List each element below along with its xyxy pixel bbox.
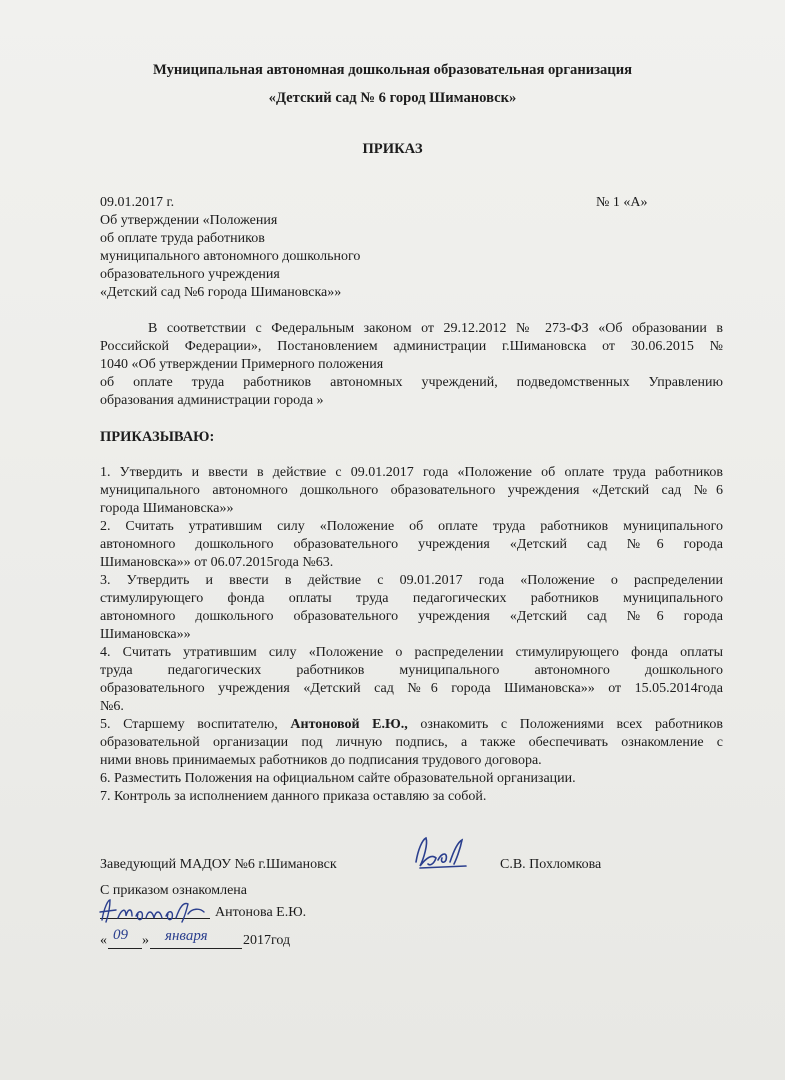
item-5-line: ними вновь принимаемых работников до подписания трудового договора. — [100, 753, 542, 768]
ack-date-day: 09 — [113, 927, 128, 943]
item-3-line: 3. Утвердить и ввести в действие с 09.01.2017 года «Положение о распределении — [100, 573, 723, 588]
org-name-line2: «Детский сад № 6 город Шимановск» — [268, 90, 517, 106]
ack-date-month-line — [150, 948, 242, 949]
order-word: ПРИКАЗЫВАЮ: — [100, 429, 215, 445]
item-2-line: автономного дошкольного образовательного учреждения «Детский сад №6 города — [100, 537, 723, 552]
subject-line: «Детский сад №6 города Шимановска»» — [100, 285, 342, 300]
item-2-line: 2. Считать утратившим силу «Положение об оплате труда работников муниципального — [100, 519, 723, 534]
item-5-line: образовательной организации под личную подпись, а также обеспечивать ознакомление с — [100, 735, 723, 750]
item-5-prefix: 5. Старшему воспитателю, — [100, 717, 291, 732]
org-name-line1: Муниципальная автономная дошкольная образовательная организация — [152, 62, 633, 78]
preamble-line: образования администрации города » — [100, 393, 324, 408]
item-6-line: 6. Разместить Положения на официальном сайте образовательной организации. — [100, 771, 576, 786]
item-3-line: автономного дошкольного образовательного учреждения «Детский сад №6 города — [100, 609, 723, 624]
ack-signature-scribble — [96, 894, 212, 928]
head-title: Заведующий МАДОУ №6 г.Шимановск — [100, 857, 337, 872]
order-date: 09.01.2017 г. — [100, 195, 175, 210]
document-type-title: ПРИКАЗ — [362, 141, 423, 157]
head-name: С.В. Похломкова — [500, 857, 602, 872]
ack-date-year: 2017год — [243, 933, 291, 948]
subject-line: образовательного учреждения — [100, 267, 280, 282]
acknowledgement-label: С приказом ознакомлена — [100, 883, 247, 898]
item-2-line: Шимановска»» от 06.07.2015года №63. — [100, 555, 334, 570]
item-3-line: Шимановска»» — [100, 627, 191, 642]
item-5-line — [100, 716, 723, 734]
item-5-responsible-name: Антоновой Е.Ю., — [290, 717, 408, 732]
item-3-line: стимулирующего фонда оплаты труда педагогических работников муниципального — [100, 591, 723, 606]
preamble-line: В соответствии с Федеральным законом от 29.12.2012 № 273-ФЗ «Об образовании в — [148, 321, 723, 336]
ack-date-open-quote: « — [100, 933, 107, 948]
item-1-line: 1. Утвердить и ввести в действие с 09.01.2017 года «Положение об оплате труда работников — [100, 465, 723, 480]
order-number: № 1 «А» — [596, 195, 648, 210]
item-4-line: 4. Считать утратившим силу «Положение о распределении стимулирующего фонда оплаты — [100, 645, 723, 660]
preamble-line: 1040 «Об утверждении Примерного положения — [100, 357, 384, 372]
ack-date-month: января — [165, 928, 208, 944]
item-4-line: образовательного учреждения «Детский сад №6 города Шимановска»» от 15.05.2014года — [100, 681, 723, 696]
preamble-line: Российской Федерации», Постановлением администрации г.Шимановска от 30.06.2015 № — [100, 339, 723, 354]
preamble-line: об оплате труда работников автономных учреждений, подведомственных Управлению — [100, 375, 723, 390]
subject-line: муниципального автономного дошкольного — [100, 249, 361, 264]
ack-date-day-line — [108, 948, 142, 949]
head-signature-scribble — [408, 832, 474, 874]
item-1-line: муниципального автономного дошкольного образовательного учреждения «Детский сад №6 — [100, 483, 723, 498]
ack-name: Антонова Е.Ю. — [215, 905, 307, 920]
subject-line: Об утверждении «Положения — [100, 213, 278, 228]
item-5-suffix: ознакомить с Положениями всех работников — [407, 717, 723, 732]
item-4-line: труда педагогических работников муниципального автономного дошкольного — [100, 663, 723, 678]
ack-date-close-quote: » — [142, 933, 149, 948]
item-1-line: города Шимановска»» — [100, 501, 234, 516]
item-4-line: №6. — [100, 699, 124, 714]
item-7-line: 7. Контроль за исполнением данного приказа оставляю за собой. — [100, 789, 487, 804]
subject-line: об оплате труда работников — [100, 231, 265, 246]
